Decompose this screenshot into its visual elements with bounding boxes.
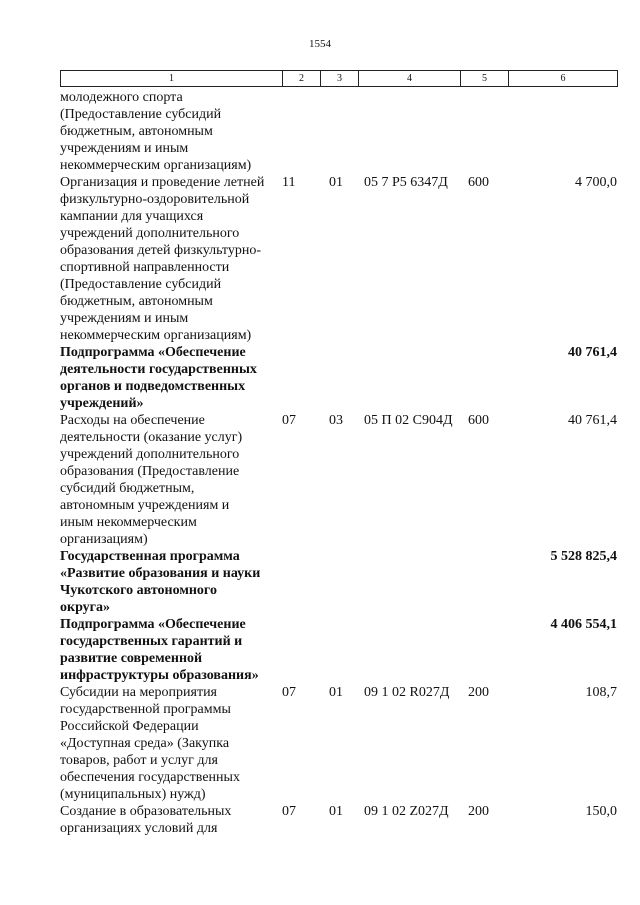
description-line: (муниципальных) нужд) (60, 787, 206, 802)
description-line: товаров, работ и услуг для (60, 753, 218, 768)
description-line: учреждений дополнительного (60, 226, 240, 241)
table-row (60, 803, 617, 837)
description-line: Создание в образовательных (60, 804, 232, 819)
budget-rows (60, 89, 617, 837)
description-line: «Развитие образования и науки (60, 566, 261, 581)
description-line: учреждений дополнительного (60, 447, 240, 462)
row-target-article: 09 1 02 Z027Д (364, 804, 449, 819)
table-row (60, 548, 617, 616)
description-line: организациях условий для (60, 821, 218, 836)
table-row (60, 412, 617, 548)
description-line: инфраструктуры образования» (60, 668, 259, 683)
row-amount: 5 528 825,4 (550, 549, 617, 564)
description-line: Организация и проведение летней (60, 175, 265, 190)
description-line: автономным учреждениям и (60, 498, 230, 513)
description-line: образования детей физкультурно- (60, 243, 262, 258)
description-line: развитие современной (60, 651, 203, 666)
row-description (60, 174, 282, 344)
row-subsection: 01 (329, 175, 343, 190)
column-header-5: 5 (461, 71, 509, 87)
description-line: Субсидии на мероприятия (60, 685, 217, 700)
row-expense-type: 600 (468, 175, 489, 190)
row-amount: 40 761,4 (568, 413, 617, 428)
row-amount: 4 700,0 (575, 175, 617, 190)
description-line: Подпрограмма «Обеспечение (60, 345, 246, 360)
row-amount: 150,0 (585, 804, 617, 819)
row-amount: 4 406 554,1 (550, 617, 617, 632)
description-line: Подпрограмма «Обеспечение (60, 617, 246, 632)
row-subsection: 01 (329, 804, 343, 819)
row-subsection: 01 (329, 685, 343, 700)
description-line: Расходы на обеспечение (60, 413, 205, 428)
description-line: (Предоставление субсидий (60, 107, 222, 122)
row-section: 07 (282, 804, 296, 819)
table-row (60, 89, 617, 174)
table-row (60, 344, 617, 412)
description-line: бюджетным, автономным (60, 294, 213, 309)
description-line: некоммерческим организациям) (60, 328, 252, 343)
description-line: бюджетным, автономным (60, 124, 213, 139)
row-description (60, 684, 282, 803)
row-expense-type: 200 (468, 685, 489, 700)
row-description (60, 344, 282, 412)
description-line: обеспечения государственных (60, 770, 240, 785)
description-line: учреждений» (60, 396, 144, 411)
column-header-table (60, 70, 618, 87)
row-target-article: 05 П 02 С904Д (364, 413, 453, 428)
description-line: Чукотского автономного (60, 583, 217, 598)
description-line: образования (Предоставление (60, 464, 240, 479)
description-line: спортивной направленности (60, 260, 230, 275)
description-line: деятельности государственных (60, 362, 257, 377)
row-section: 07 (282, 685, 296, 700)
description-line: (Предоставление субсидий (60, 277, 222, 292)
description-line: некоммерческим организациям) (60, 158, 252, 173)
row-expense-type: 200 (468, 804, 489, 819)
row-description (60, 548, 282, 616)
description-line: «Доступная среда» (Закупка (60, 736, 230, 751)
row-amount: 108,7 (585, 685, 617, 700)
column-header-4: 4 (359, 71, 461, 87)
row-target-article: 05 7 P5 6347Д (364, 175, 448, 190)
column-header-1: 1 (61, 71, 283, 87)
description-line: государственных гарантий и (60, 634, 243, 649)
row-target-article: 09 1 02 R027Д (364, 685, 450, 700)
table-row (60, 616, 617, 684)
description-line: организациям) (60, 532, 148, 547)
column-header-6: 6 (509, 71, 618, 87)
row-description (60, 412, 282, 548)
description-line: молодежного спорта (60, 90, 183, 105)
description-line: органов и подведомственных (60, 379, 246, 394)
description-line: кампании для учащихся (60, 209, 204, 224)
row-expense-type: 600 (468, 413, 489, 428)
description-line: учреждениям и иным (60, 141, 189, 156)
row-section: 07 (282, 413, 296, 428)
description-line: субсидий бюджетным, (60, 481, 195, 496)
description-line: иным некоммерческим (60, 515, 197, 530)
table-row (60, 684, 617, 803)
row-amount: 40 761,4 (568, 345, 617, 360)
column-header-row (61, 71, 618, 87)
table-row (60, 174, 617, 344)
column-header-2: 2 (283, 71, 321, 87)
row-description (60, 616, 282, 684)
description-line: деятельности (оказание услуг) (60, 430, 243, 445)
description-line: физкультурно-оздоровительной (60, 192, 250, 207)
description-line: Российской Федерации (60, 719, 199, 734)
page-number: 1554 (309, 38, 331, 50)
description-line: Государственная программа (60, 549, 240, 564)
row-description (60, 89, 282, 174)
description-line: учреждениям и иным (60, 311, 189, 326)
row-subsection: 03 (329, 413, 343, 428)
description-line: округа» (60, 600, 111, 615)
column-header-3: 3 (321, 71, 359, 87)
row-description (60, 803, 282, 837)
row-section: 11 (282, 175, 296, 190)
description-line: государственной программы (60, 702, 231, 717)
